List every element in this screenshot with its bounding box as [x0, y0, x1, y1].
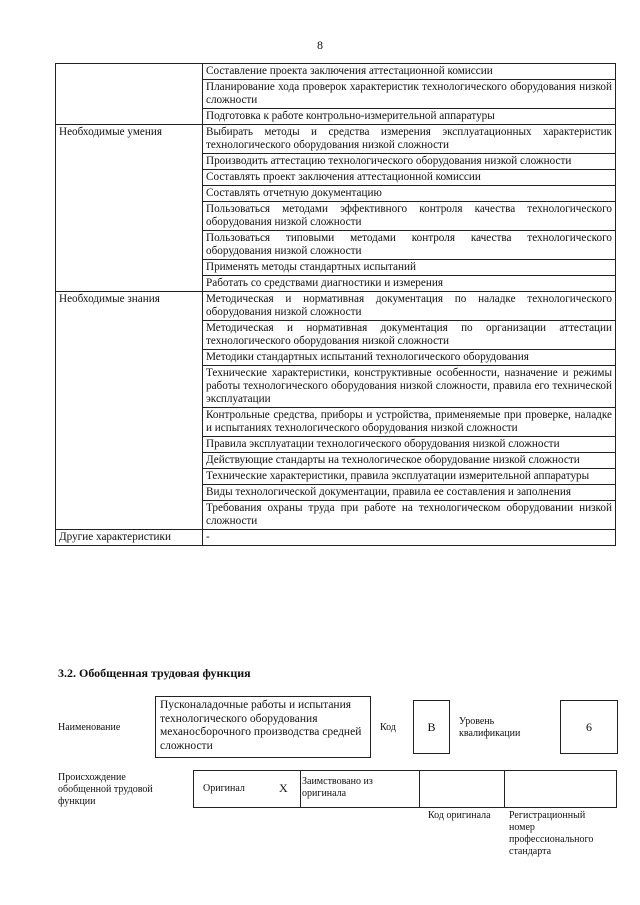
- origin-label: Происхождение обобщенной трудовой функции: [58, 772, 153, 807]
- row-item: Составление проекта заключения аттестационной комиссии: [203, 64, 616, 80]
- row-item: Планирование хода проверок характеристик технологического оборудования низкой сложности: [203, 80, 616, 109]
- name-label: Наименование: [58, 722, 121, 733]
- row-item: Применять методы стандартных испытаний: [203, 260, 616, 276]
- row-item: -: [203, 530, 616, 546]
- original-label: Оригинал: [203, 783, 245, 794]
- row-item: Пользоваться типовыми методами контроля качества технологического оборудования низкой сложности: [203, 231, 616, 260]
- table-row: [56, 530, 616, 546]
- row-item: Выбирать методы и средства измерения эксплуатационных характеристик технологического оборудования низкой сложности: [203, 125, 616, 154]
- row-item: Составлять отчетную документацию: [203, 186, 616, 202]
- row-item: Действующие стандарты на технологическое оборудование низкой сложности: [203, 453, 616, 469]
- row-item: Методическая и нормативная документация по наладке технологического оборудования низкой сложности: [203, 292, 616, 321]
- row-item: Производить аттестацию технологического оборудования низкой сложности: [203, 154, 616, 170]
- code-label: Код: [380, 722, 396, 733]
- code-original-caption: Код оригинала: [428, 810, 491, 821]
- page-number: 8: [317, 38, 323, 52]
- row-item: Работать со средствами диагностики и измерения: [203, 276, 616, 292]
- competency-table: [55, 63, 616, 546]
- borrowed-label: Заимствовано из оригинала: [302, 776, 373, 799]
- original-mark: X: [279, 781, 288, 795]
- row-label: Необходимые умения: [56, 125, 203, 292]
- row-item: Контрольные средства, приборы и устройства, применяемые при проверке, наладке и испытаниях технологического оборудования низкой сложности: [203, 408, 616, 437]
- reg-number-caption: Регистрационный номер профессионального стандарта: [509, 810, 594, 857]
- row-item: Правила эксплуатации технологического оборудования низкой сложности: [203, 437, 616, 453]
- code-value-box: B: [413, 700, 450, 754]
- row-item: Подготовка к работе контрольно-измерительной аппаратуры: [203, 109, 616, 125]
- row-label: Необходимые знания: [56, 292, 203, 530]
- row-item: Составлять проект заключения аттестационной комиссии: [203, 170, 616, 186]
- table-row: [56, 64, 616, 80]
- row-item: Виды технологической документации, правила ее составления и заполнения: [203, 485, 616, 501]
- row-item: Технические характеристики, конструктивные особенности, назначение и режимы работы технологического оборудования низкой сложности, правила его технической эксплуатации: [203, 366, 616, 408]
- row-label: Другие характеристики: [56, 530, 203, 546]
- level-label: Уровень квалификации: [459, 716, 521, 739]
- table-row: [56, 292, 616, 321]
- level-value-box: 6: [560, 700, 618, 754]
- section-title: 3.2. Обобщенная трудовая функция: [58, 666, 251, 680]
- row-item: Методическая и нормативная документация по организации аттестации технологического оборудования низкой сложности: [203, 321, 616, 350]
- row-item: Требования охраны труда при работе на технологическом оборудовании низкой сложности: [203, 501, 616, 530]
- row-item: Технические характеристики, правила эксплуатации измерительной аппаратуры: [203, 469, 616, 485]
- row-item: Методики стандартных испытаний технологического оборудования: [203, 350, 616, 366]
- row-item: Пользоваться методами эффективного контроля качества технологического оборудования низкой сложности: [203, 202, 616, 231]
- name-value-box: Пусконаладочные работы и испытания технологического оборудования механосборочного производства средней сложности: [155, 696, 371, 758]
- row-label: [56, 64, 203, 125]
- table-row: [56, 125, 616, 154]
